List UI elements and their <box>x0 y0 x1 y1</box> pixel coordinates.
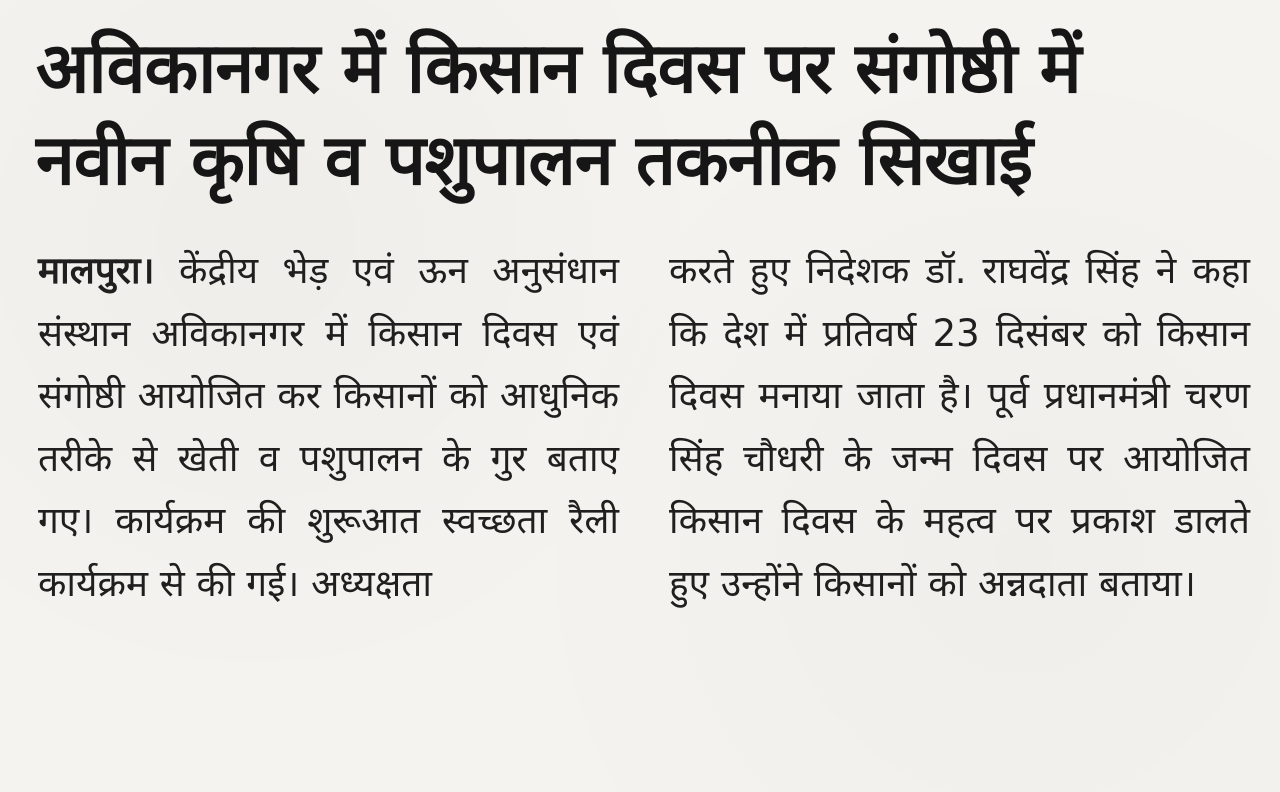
headline <box>36 22 1246 206</box>
dateline: मालपुरा। <box>38 249 155 292</box>
column-1-text: केंद्रीय भेड़ एवं ऊन अनुसंधान संस्थान अविकानगर में किसान दिवस एवं संगोष्ठी आयोजित कर किसानों को आधुनिक तरीके से खेती व पशुपालन के गुर बताए गए। कार्यक्रम की शुरूआत स्वच्छता रैली कार्यक्रम से की गई। अध्यक्षता <box>38 249 619 605</box>
article-column-1 <box>38 240 619 615</box>
article-column-2 <box>669 240 1250 615</box>
headline-line-1: अविकानगर में किसान दिवस पर संगोष्ठी में <box>36 27 1081 109</box>
column-2-text: करते हुए निदेशक डॉ. राघवेंद्र सिंह ने कहा कि देश में प्रतिवर्ष 23 दिसंबर को किसान दिवस मनाया जाता है। पूर्व प्रधानमंत्री चरण सिंह चौधरी के जन्म दिवस पर आयोजित किसान दिवस के महत्व पर प्रकाश डालते हुए उन्होंने किसानों को अन्नदाता बताया। <box>669 249 1250 605</box>
article-body <box>38 240 1250 615</box>
paragraph-1 <box>38 240 619 615</box>
headline-line-2: नवीन कृषि व पशुपालन तकनीक सिखाई <box>36 119 1033 201</box>
